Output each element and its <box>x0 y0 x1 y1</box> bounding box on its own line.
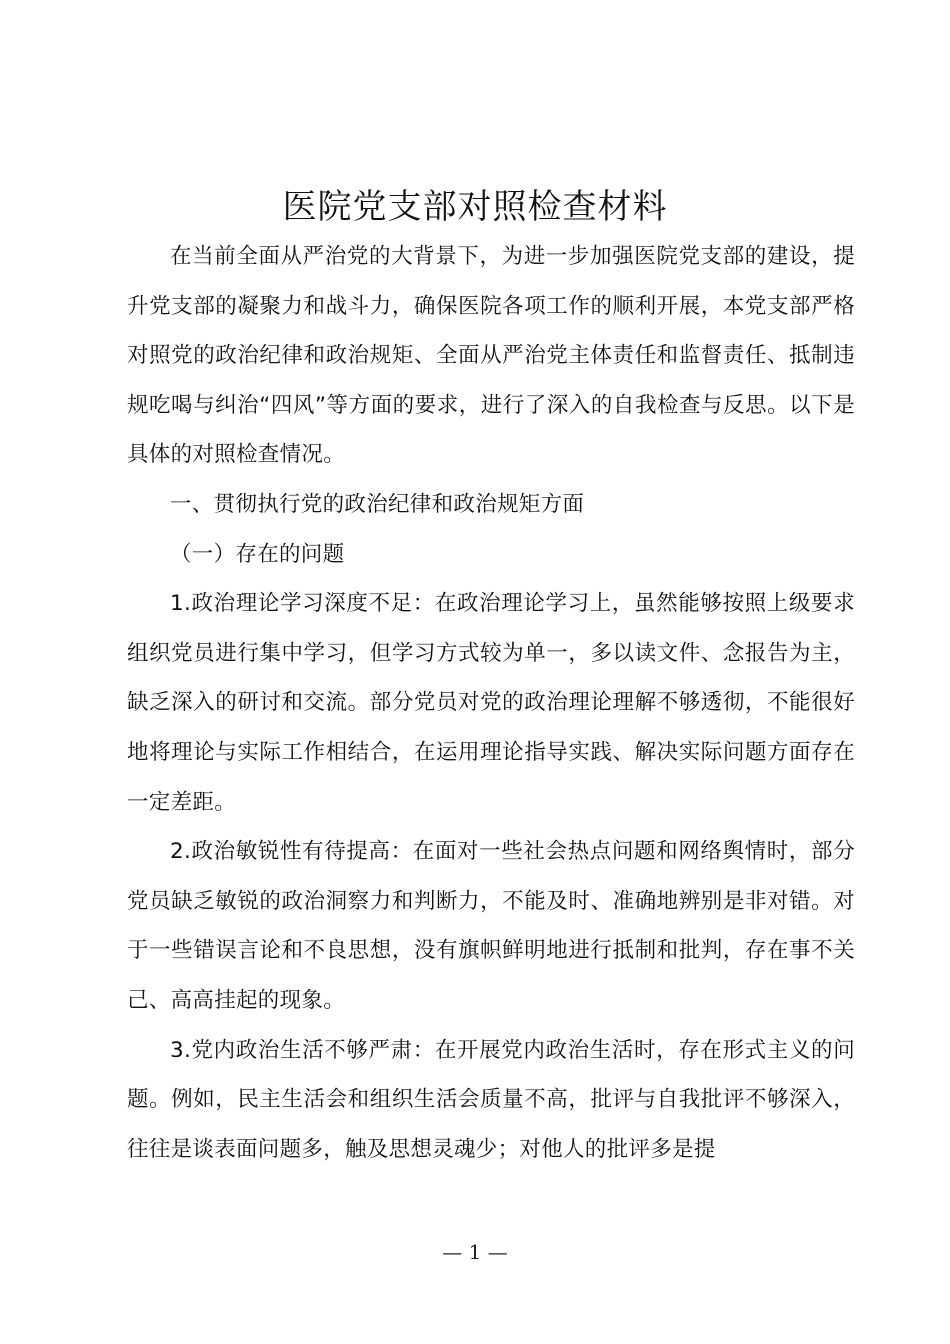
subsection-heading: （一）存在的问题 <box>170 541 345 567</box>
document-body <box>127 232 855 1174</box>
issue-paragraph-3: 3.党内政治生活不够严肃：在开展党内政治生活时，存在形式主义的问题。例如，民主生活会和组织生活会质量不高，批评与自我批评不够深入，往往是谈表面问题多，触及思想灵魂少；对他人的批评多是提 <box>127 1037 855 1162</box>
page-number: — 1 — <box>442 1240 508 1264</box>
document-title: 医院党支部对照检查材料 <box>282 187 668 227</box>
issue-paragraph-2: 2.政治敏锐性有待提高：在面对一些社会热点问题和网络舆情时，部分党员缺乏敏锐的政治洞察力和判断力，不能及时、准确地辨别是非对错。对于一些错误言论和不良思想，没有旗帜鲜明地进行抵制和批判，存在事不关己、高高挂起的现象。 <box>127 839 855 1013</box>
intro-paragraph: 在当前全面从严治党的大背景下，为进一步加强医院党支部的建设，提升党支部的凝聚力和战斗力，确保医院各项工作的顺利开展，本党支部严格对照党的政治纪律和政治规矩、全面从严治党主体责任和监督责任、抵制违规吃喝与纠治“四风”等方面的要求，进行了深入的自我检查与反思。以下是具体的对照检查情况。 <box>127 244 855 468</box>
section-heading: 一、贯彻执行党的政治纪律和政治规矩方面 <box>170 491 585 517</box>
issue-paragraph-1: 1.政治理论学习深度不足：在政治理论学习上，虽然能够按照上级要求组织党员进行集中学习，但学习方式较为单一，多以读文件、念报告为主，缺乏深入的研讨和交流。部分党员对党的政治理论理解不够透彻，不能很好地将理论与实际工作相结合，在运用理论指导实践、解决实际问题方面存在一定差距。 <box>127 591 855 815</box>
